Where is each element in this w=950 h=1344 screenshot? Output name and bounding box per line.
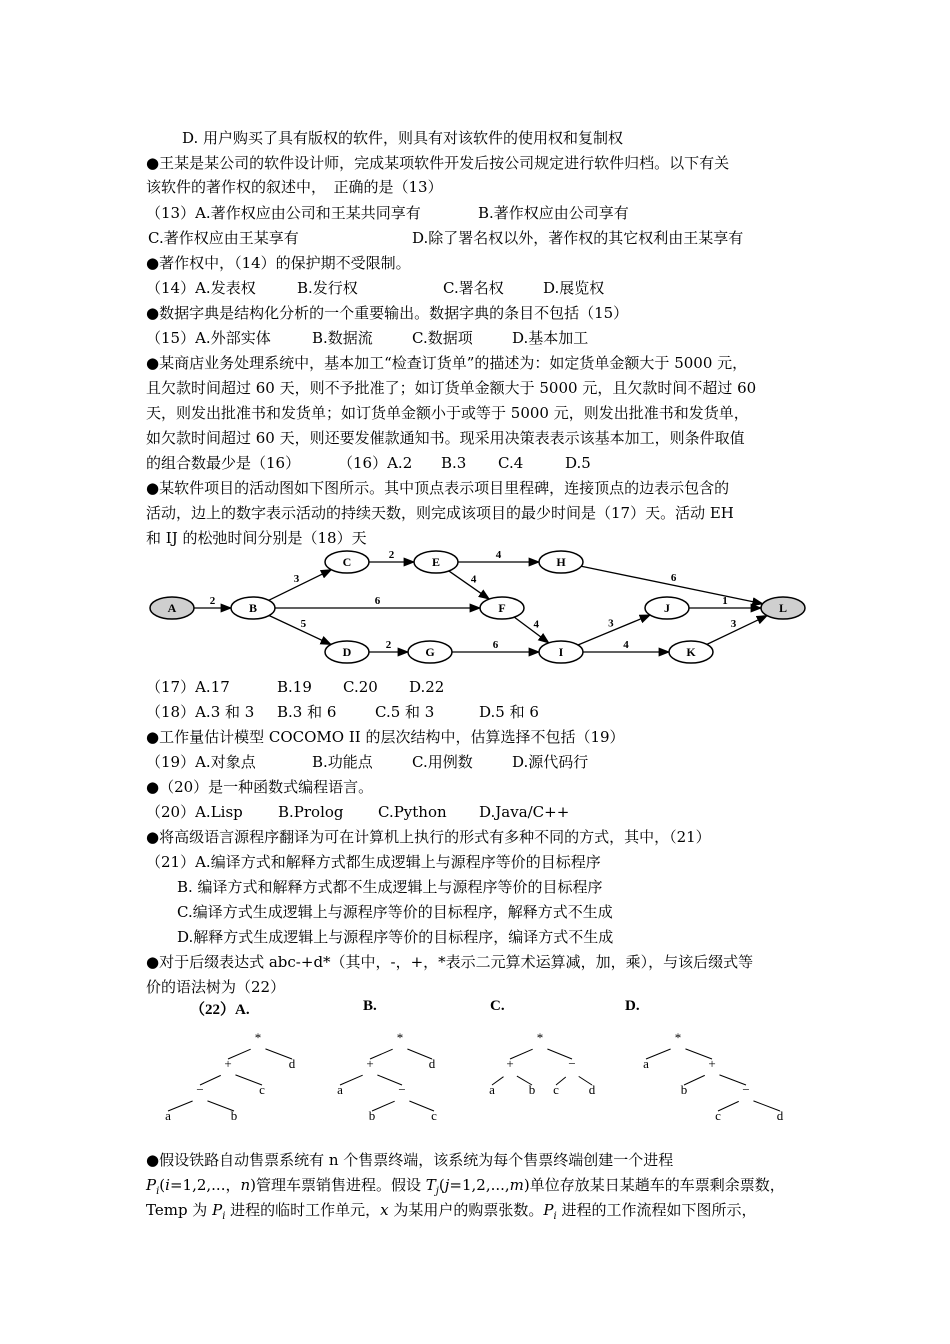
question-20-options — [146, 802, 569, 822]
edge-weight-EH: 4 — [495, 549, 502, 561]
option-18-c: C.5 和 3 — [375, 703, 435, 721]
symbol-j: j — [435, 1186, 439, 1197]
symbol-j: j — [444, 1176, 450, 1194]
node-label-c: C — [342, 555, 352, 569]
edge-weight-BC: 3 — [293, 572, 300, 585]
tree-0-node-b: b — [230, 1108, 238, 1123]
tree-2-node-b: b — [528, 1082, 536, 1097]
symbol-m: m — [509, 1176, 524, 1194]
option-18-a: （18）A.3 和 3 — [146, 703, 255, 721]
option-15-a: （15）A.外部实体 — [146, 329, 271, 347]
tree-1-node-a: a — [337, 1082, 343, 1097]
option-13-d: D.除了署名权以外，著作权的其它权利由王某享有 — [412, 229, 744, 247]
option-14-d: D.展览权 — [543, 279, 605, 297]
text-fragment: )单位存放某日某趟车的车票剩余票数， — [523, 1176, 785, 1194]
question-17-options — [146, 677, 444, 697]
edge-weight-DG: 2 — [385, 639, 392, 651]
question-17-text-2: 活动，边上的数字表示活动的持续天数，则完成该项目的最少时间是（17）天。活动 EH — [146, 504, 734, 522]
option-19-d: D.源代码行 — [512, 753, 589, 771]
question-19-text: ●工作量估计模型 COCOMO II 的层次结构中，估算选择不包括（19） — [146, 728, 625, 746]
tree-label-d: D. — [625, 998, 640, 1014]
symbol-p: P — [212, 1201, 223, 1219]
question-15-text: ●数据字典是结构化分析的一个重要输出。数据字典的条目不包括（15） — [146, 304, 629, 322]
edge-weight-IK: 4 — [623, 639, 629, 651]
option-21-a: （21）A.编译方式和解释方式都生成逻辑上与源程序等价的目标程序 — [146, 853, 601, 871]
node-label-k: K — [686, 645, 696, 659]
tree-1-node-b: b — [368, 1108, 376, 1123]
option-13-b: B.著作权应由公司享有 — [478, 204, 629, 222]
option-18-d: D.5 和 6 — [479, 703, 539, 721]
question-16-text-5: 的组合数最少是（16） — [146, 454, 301, 472]
symbol-n: n — [240, 1176, 251, 1194]
question-20-text: ●（20）是一种函数式编程语言。 — [146, 778, 374, 796]
tree-3-node-d: d — [776, 1108, 784, 1123]
tree-0-node-minus: − — [196, 1082, 204, 1097]
question-18-options — [146, 702, 539, 722]
text-fragment: =1,2,...， — [169, 1176, 241, 1194]
node-label-f: F — [498, 601, 506, 615]
option-20-b: B.Prolog — [278, 803, 344, 821]
tree-1-node-mul: * — [396, 1030, 404, 1045]
tree-3-node-c: c — [715, 1108, 721, 1123]
question-23-text-2 — [146, 1175, 785, 1202]
question-13-options-2 — [148, 228, 743, 248]
tree-0-edge — [235, 1075, 262, 1085]
option-16-a: （16）A.2 — [338, 454, 413, 472]
edge-weight-AB: 2 — [209, 595, 216, 607]
edge-weight-JL: 1 — [722, 595, 728, 607]
option-13-a: （13）A.著作权应由公司和王某共同享有 — [146, 204, 421, 222]
question-17-text-3: 和 IJ 的松弛时间分别是（18）天 — [146, 529, 367, 547]
option-19-b: B.功能点 — [312, 753, 373, 771]
question-17-text: ●某软件项目的活动图如下图所示。其中顶点表示项目里程碑，连接顶点的边表示包含的 — [146, 479, 730, 497]
option-19-a: （19）A.对象点 — [146, 753, 256, 771]
symbol-x: x — [380, 1201, 389, 1219]
question-19-options — [146, 752, 588, 772]
edge-weight-EF: 4 — [470, 573, 477, 586]
question-16-options — [146, 453, 591, 473]
symbol-i: i — [156, 1186, 160, 1197]
question-13-options-1 — [146, 203, 629, 223]
option-21-d: D.解释方式生成逻辑上与源程序等价的目标程序，编译方式不生成 — [177, 928, 614, 946]
tree-3-edge — [718, 1101, 739, 1111]
edge-weight-BD: 5 — [300, 617, 307, 630]
text-fragment: =1,2,..., — [449, 1176, 510, 1194]
question-14-options — [146, 278, 604, 298]
text-fragment: Temp 为 — [146, 1201, 213, 1219]
option-15-c: C.数据项 — [412, 329, 473, 347]
option-15-d: D.基本加工 — [512, 329, 589, 347]
activity-graph — [140, 548, 820, 673]
tree-2-node-c: c — [553, 1082, 559, 1097]
tree-1-edge — [340, 1075, 363, 1085]
node-label-g: G — [425, 645, 435, 659]
question-23-text: ●假设铁路自动售票系统有 n 个售票终端，该系统为每个售票终端创建一个进程 — [146, 1151, 674, 1169]
node-label-b: B — [248, 601, 258, 615]
question-22-text: ●对于后缀表达式 abc-+d*（其中，-，+，*表示二元算术运算减，加，乘），与该后缀式等 — [146, 953, 754, 971]
tree-0-node-a: a — [165, 1108, 171, 1123]
symbol-i: i — [165, 1176, 170, 1194]
option-14-c: C.署名权 — [443, 279, 504, 297]
option-20-d: D.Java/C++ — [479, 803, 570, 821]
edge-BC — [269, 570, 332, 601]
option-18-b: B.3 和 6 — [277, 703, 337, 721]
option-17-a: （17）A.17 — [146, 678, 230, 696]
node-label-e: E — [431, 555, 441, 569]
edge-IJ — [578, 615, 650, 645]
tree-2-node-plus: + — [506, 1056, 514, 1071]
tree-3-node-a: a — [643, 1056, 649, 1071]
option-17-b: B.19 — [277, 678, 312, 696]
tree-2-node-d: d — [588, 1082, 596, 1097]
edge-FI — [514, 617, 548, 643]
text-fragment: ( — [438, 1176, 445, 1194]
option-13-c: C.著作权应由王某享有 — [148, 229, 299, 247]
question-21-text: ●将高级语言源程序翻译为可在计算机上执行的形式有多种不同的方式，其中，（21） — [146, 828, 711, 846]
symbol-i: i — [553, 1211, 557, 1222]
symbol-p: P — [543, 1201, 554, 1219]
tree-1-node-plus: + — [366, 1056, 374, 1071]
option-16-c: C.4 — [498, 454, 524, 472]
option-16-b: B.3 — [441, 454, 467, 472]
edge-KL — [707, 616, 767, 645]
option-21-c: C.编译方式生成逻辑上与源程序等价的目标程序，解释方式不生成 — [177, 903, 613, 921]
option-20-c: C.Python — [378, 803, 447, 821]
tree-label-b: B. — [363, 998, 377, 1014]
edge-weight-FI: 4 — [533, 618, 540, 631]
tree-2-node-minus: − — [568, 1056, 576, 1071]
symbol-i: i — [222, 1211, 226, 1222]
question-13-text: ●王某是某公司的软件设计师，完成某项软件开发后按公司规定进行软件归档。以下有关 — [146, 154, 730, 172]
symbol-t: T — [425, 1176, 436, 1194]
node-label-i: I — [558, 645, 564, 659]
edge-weight-GI: 6 — [492, 639, 499, 651]
option-21-b: B. 编译方式和解释方式都不生成逻辑上与源程序等价的目标程序 — [177, 878, 603, 896]
edge-weight-HL: 6 — [670, 572, 677, 585]
tree-1-node-c: c — [431, 1108, 437, 1123]
question-16-text-3: 天，则发出批准书和发货单；如订货单金额小于或等于 5000 元，则发出批准书和发货单， — [146, 404, 749, 422]
tree-3-node-minus: − — [742, 1082, 750, 1097]
tree-0-node-plus: + — [224, 1056, 232, 1071]
edge-weight-BF: 6 — [374, 595, 381, 607]
node-label-j: J — [664, 601, 670, 615]
tree-0-node-c: c — [259, 1082, 265, 1097]
question-16-text-4: 如欠款时间超过 60 天，则还要发催款通知书。现采用决策表表示该基本加工，则条件取值 — [146, 429, 745, 447]
text-fragment: ( — [159, 1176, 166, 1194]
question-14-text: ●著作权中，（14）的保护期不受限制。 — [146, 254, 411, 272]
tree-0-node-mul: * — [254, 1030, 262, 1045]
option-13-d-prev: D. 用户购买了具有版权的软件，则具有对该软件的使用权和复制权 — [182, 129, 624, 147]
tree-label-a: （22）A. — [190, 1002, 250, 1018]
option-16-d: D.5 — [565, 454, 591, 472]
tree-2-node-a: a — [489, 1082, 495, 1097]
node-label-h: H — [556, 555, 566, 569]
question-13-text-cont: 该软件的著作权的叙述中， 正确的是（13） — [146, 178, 443, 196]
question-16-text-2: 且欠款时间超过 60 天，则不予批准了；如订货单金额大于 5000 元，且欠款时间不超过 60 — [146, 379, 757, 397]
text-fragment: 进程的临时工作单元， — [225, 1201, 381, 1219]
option-19-c: C.用例数 — [412, 753, 473, 771]
tree-0-node-d: d — [288, 1056, 296, 1071]
question-15-options — [146, 328, 588, 348]
edge-weight-KL: 3 — [730, 617, 737, 630]
tree-3-edge — [646, 1049, 671, 1059]
tree-3-node-b: b — [680, 1082, 688, 1097]
tree-label-c: C. — [490, 998, 505, 1014]
node-label-a: A — [167, 601, 177, 615]
question-22-text-2: 价的语法树为（22） — [146, 978, 286, 996]
option-20-a: （20）A.Lisp — [146, 803, 243, 821]
edge-weight-IJ: 3 — [608, 617, 614, 630]
option-14-b: B.发行权 — [297, 279, 358, 297]
tree-3-node-plus: + — [708, 1056, 716, 1071]
symbol-p: P — [146, 1176, 157, 1194]
text-fragment: 为某用户的购票张数。 — [388, 1201, 544, 1219]
edge-EF — [449, 571, 489, 599]
node-label-l: L — [778, 601, 788, 615]
tree-2-node-mul: * — [536, 1030, 544, 1045]
syntax-trees — [140, 1028, 820, 1128]
text-fragment: )管理车票销售进程。假设 — [250, 1176, 426, 1194]
tree-3-node-mul: * — [674, 1030, 682, 1045]
option-17-d: D.22 — [409, 678, 445, 696]
option-14-a: （14）A.发表权 — [146, 279, 256, 297]
option-15-b: B.数据流 — [312, 329, 373, 347]
question-16-text: ●某商店业务处理系统中，基本加工“检查订货单”的描述为：如定货单金额大于 5000 元， — [146, 354, 748, 372]
node-label-d: D — [342, 645, 352, 659]
edge-weight-CE: 2 — [388, 549, 395, 561]
text-fragment: 进程的工作流程如下图所示， — [556, 1201, 757, 1219]
tree-1-edge — [372, 1101, 395, 1111]
tree-0-edge — [168, 1101, 193, 1111]
option-17-c: C.20 — [343, 678, 378, 696]
question-23-text-3 — [146, 1200, 757, 1227]
tree-1-node-d: d — [428, 1056, 436, 1071]
tree-1-node-minus: − — [398, 1082, 406, 1097]
